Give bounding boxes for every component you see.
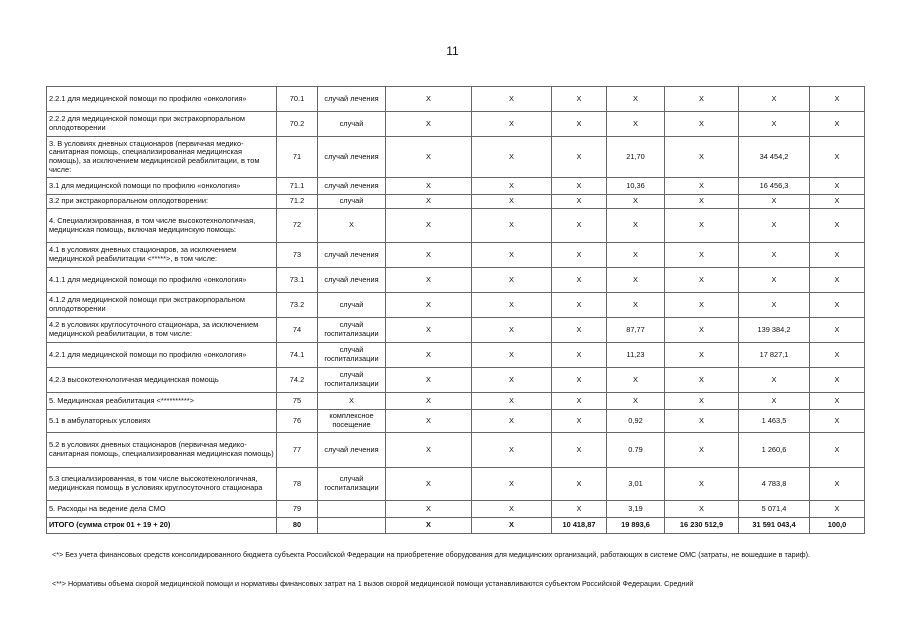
cell-unit [318, 518, 386, 534]
cell-c2: X [472, 195, 552, 209]
cell-c4: 19 893,6 [607, 518, 665, 534]
cell-c2: X [472, 318, 552, 343]
cell-c6: 34 454,2 [739, 137, 810, 178]
cell-name: 4.1.2 для медицинской помощи при экстракорпоральном оплодотворении [47, 293, 277, 318]
cell-c1: X [386, 293, 472, 318]
cell-c1: X [386, 433, 472, 468]
cell-c1: X [386, 518, 472, 534]
cell-c2: X [472, 343, 552, 368]
table-row [47, 87, 865, 112]
cell-c5: X [665, 178, 739, 195]
table-row [47, 243, 865, 268]
table-row [47, 393, 865, 410]
table-row [47, 433, 865, 468]
cell-c7: X [810, 137, 865, 178]
cell-c2: X [472, 433, 552, 468]
table-row [47, 501, 865, 518]
cell-c3: X [552, 318, 607, 343]
cell-c5: X [665, 368, 739, 393]
cell-c3: X [552, 368, 607, 393]
cell-c6: 16 456,3 [739, 178, 810, 195]
cell-c5: X [665, 410, 739, 433]
cell-code: 76 [277, 410, 318, 433]
cell-name: ИТОГО (сумма строк 01 + 19 + 20) [47, 518, 277, 534]
cell-name: 3.1 для медицинской помощи по профилю «онкология» [47, 178, 277, 195]
cell-c2: X [472, 518, 552, 534]
cell-c5: X [665, 243, 739, 268]
cell-c5: X [665, 343, 739, 368]
cell-name: 5. Расходы на ведение дела СМО [47, 501, 277, 518]
cell-c3: X [552, 293, 607, 318]
cell-unit: X [318, 209, 386, 243]
cell-c7: X [810, 368, 865, 393]
cell-name: 2.2.1 для медицинской помощи по профилю «онкология» [47, 87, 277, 112]
cell-c2: X [472, 268, 552, 293]
cell-c4: 0,92 [607, 410, 665, 433]
cell-name: 4.2.1 для медицинской помощи по профилю «онкология» [47, 343, 277, 368]
cell-c5: X [665, 268, 739, 293]
cell-c5: X [665, 209, 739, 243]
table-row [47, 209, 865, 243]
cell-name: 5.3 специализированная, в том числе высокотехнологичная, медицинская помощь в условиях круглосуточного стационара [47, 468, 277, 501]
cell-c1: X [386, 268, 472, 293]
footnote-2: <**> Нормативы объема скорой медицинской помощи и нормативы финансовых затрат на 1 вызов скорой медицинской помощи устанавливаются субъектом Российской Федерации. Средний [52, 579, 694, 588]
cell-c2: X [472, 501, 552, 518]
cell-c7: X [810, 468, 865, 501]
cell-code: 73 [277, 243, 318, 268]
cell-name: 3. В условиях дневных стационаров (первичная медико-санитарная помощь, специализированная медицинская помощь), за исключением медицинской реабилитации, в том числе: [47, 137, 277, 178]
cell-c3: 10 418,87 [552, 518, 607, 534]
cell-c3: X [552, 393, 607, 410]
cell-c5: X [665, 112, 739, 137]
cell-c3: X [552, 343, 607, 368]
cell-c6: X [739, 243, 810, 268]
cell-code: 78 [277, 468, 318, 501]
cell-unit: случай лечения [318, 137, 386, 178]
cell-c1: X [386, 243, 472, 268]
cell-c2: X [472, 468, 552, 501]
cell-c2: X [472, 410, 552, 433]
cell-c5: X [665, 468, 739, 501]
cell-c1: X [386, 468, 472, 501]
cell-c7: X [810, 433, 865, 468]
cell-c2: X [472, 209, 552, 243]
table-row [47, 318, 865, 343]
cell-c4: X [607, 293, 665, 318]
table-row [47, 178, 865, 195]
cell-code: 71.2 [277, 195, 318, 209]
cell-c5: X [665, 137, 739, 178]
cell-unit: случай лечения [318, 433, 386, 468]
cell-c1: X [386, 410, 472, 433]
cell-c2: X [472, 87, 552, 112]
cell-c7: X [810, 87, 865, 112]
cell-c1: X [386, 368, 472, 393]
cell-c6: X [739, 293, 810, 318]
cell-code: 70.2 [277, 112, 318, 137]
cell-code: 70.1 [277, 87, 318, 112]
cell-c7: X [810, 393, 865, 410]
cell-c6: X [739, 393, 810, 410]
cell-code: 74.1 [277, 343, 318, 368]
cell-unit: случай [318, 112, 386, 137]
cell-c2: X [472, 368, 552, 393]
cell-c4: 21,70 [607, 137, 665, 178]
cell-unit: случай госпитализации [318, 468, 386, 501]
cell-unit: случай госпитализации [318, 343, 386, 368]
cell-c6: 31 591 043,4 [739, 518, 810, 534]
cell-name: 3.2 при экстракорпоральном оплодотворении: [47, 195, 277, 209]
cell-c7: X [810, 243, 865, 268]
cell-unit: комплексное посещение [318, 410, 386, 433]
cell-c3: X [552, 112, 607, 137]
table-row [47, 368, 865, 393]
cell-c3: X [552, 501, 607, 518]
cell-c4: 3,19 [607, 501, 665, 518]
cell-code: 72 [277, 209, 318, 243]
cell-name: 2.2.2 для медицинской помощи при экстракорпоральном оплодотворении [47, 112, 277, 137]
cell-c2: X [472, 293, 552, 318]
cell-unit: случай госпитализации [318, 368, 386, 393]
cell-name: 4.1.1 для медицинской помощи по профилю «онкология» [47, 268, 277, 293]
cell-code: 73.1 [277, 268, 318, 293]
cell-c7: X [810, 195, 865, 209]
financing-table [46, 86, 865, 534]
cell-name: 5.2 в условиях дневных стационаров (первичная медико-санитарная помощь, специализированная медицинская помощь) [47, 433, 277, 468]
cell-unit: случай лечения [318, 268, 386, 293]
cell-code: 79 [277, 501, 318, 518]
cell-c3: X [552, 410, 607, 433]
cell-c5: X [665, 318, 739, 343]
cell-c5: X [665, 433, 739, 468]
cell-unit: случай лечения [318, 178, 386, 195]
cell-c4: 11,23 [607, 343, 665, 368]
cell-c4: X [607, 112, 665, 137]
cell-name: 4. Специализированная, в том числе высокотехнологичная, медицинская помощь, включая медицинскую помощь: [47, 209, 277, 243]
cell-name: 5. Медицинская реабилитация <**********> [47, 393, 277, 410]
cell-code: 73.2 [277, 293, 318, 318]
cell-c3: X [552, 209, 607, 243]
cell-c2: X [472, 178, 552, 195]
table-row [47, 410, 865, 433]
cell-c3: X [552, 433, 607, 468]
cell-name: 4.2.3 высокотехнологичная медицинская помощь [47, 368, 277, 393]
cell-c7: X [810, 178, 865, 195]
cell-code: 74.2 [277, 368, 318, 393]
table-row [47, 195, 865, 209]
cell-c1: X [386, 137, 472, 178]
cell-c6: X [739, 112, 810, 137]
cell-c7: X [810, 112, 865, 137]
cell-c2: X [472, 243, 552, 268]
cell-c5: 16 230 512,9 [665, 518, 739, 534]
cell-c4: 10,36 [607, 178, 665, 195]
cell-c2: X [472, 137, 552, 178]
table-body [47, 87, 865, 534]
cell-unit: случай госпитализации [318, 318, 386, 343]
cell-code: 77 [277, 433, 318, 468]
cell-c3: X [552, 87, 607, 112]
footnote-1: <*> Без учета финансовых средств консолидированного бюджета субъекта Российской Федерации на приобретение оборудования для медицинских организаций, работающих в системе ОМС (затраты, не вошедшие в тариф). [52, 550, 810, 559]
cell-name: 4.2 в условиях круглосуточного стационара, за исключением медицинской реабилитации, в том числе: [47, 318, 277, 343]
cell-c1: X [386, 195, 472, 209]
cell-c1: X [386, 501, 472, 518]
cell-c3: X [552, 268, 607, 293]
cell-c1: X [386, 209, 472, 243]
table-row [47, 293, 865, 318]
cell-c6: X [739, 368, 810, 393]
table-row [47, 137, 865, 178]
cell-c6: 1 463,5 [739, 410, 810, 433]
cell-c2: X [472, 393, 552, 410]
cell-c4: 0.79 [607, 433, 665, 468]
total-row [47, 518, 865, 534]
cell-c3: X [552, 243, 607, 268]
cell-c6: 17 827,1 [739, 343, 810, 368]
cell-code: 71.1 [277, 178, 318, 195]
cell-c4: X [607, 268, 665, 293]
cell-unit [318, 501, 386, 518]
cell-c5: X [665, 195, 739, 209]
cell-c7: X [810, 318, 865, 343]
cell-unit: случай лечения [318, 243, 386, 268]
table-row [47, 468, 865, 501]
cell-name: 5.1 в амбулаторных условиях [47, 410, 277, 433]
cell-c4: X [607, 87, 665, 112]
cell-c5: X [665, 87, 739, 112]
cell-c1: X [386, 112, 472, 137]
cell-unit: случай [318, 195, 386, 209]
cell-code: 74 [277, 318, 318, 343]
cell-c6: X [739, 87, 810, 112]
table-row [47, 343, 865, 368]
cell-c1: X [386, 318, 472, 343]
cell-c6: X [739, 209, 810, 243]
cell-c4: X [607, 368, 665, 393]
cell-c6: 4 783,8 [739, 468, 810, 501]
table-row [47, 112, 865, 137]
cell-c7: X [810, 268, 865, 293]
cell-c6: X [739, 268, 810, 293]
cell-unit: X [318, 393, 386, 410]
cell-c6: X [739, 195, 810, 209]
cell-c7: X [810, 501, 865, 518]
cell-c7: X [810, 343, 865, 368]
cell-c3: X [552, 468, 607, 501]
cell-c7: 100,0 [810, 518, 865, 534]
cell-code: 80 [277, 518, 318, 534]
cell-c6: 5 071,4 [739, 501, 810, 518]
cell-c3: X [552, 195, 607, 209]
cell-unit: случай лечения [318, 87, 386, 112]
cell-c4: X [607, 243, 665, 268]
cell-c4: 87,77 [607, 318, 665, 343]
cell-c5: X [665, 293, 739, 318]
table-row [47, 268, 865, 293]
cell-code: 71 [277, 137, 318, 178]
cell-c6: 139 384,2 [739, 318, 810, 343]
cell-unit: случай [318, 293, 386, 318]
cell-name: 4.1 в условиях дневных стационаров, за исключением медицинской реабилитации <*****>, в том числе: [47, 243, 277, 268]
cell-c1: X [386, 343, 472, 368]
cell-c3: X [552, 137, 607, 178]
cell-c7: X [810, 410, 865, 433]
cell-c2: X [472, 112, 552, 137]
cell-c4: X [607, 209, 665, 243]
cell-c5: X [665, 501, 739, 518]
cell-c3: X [552, 178, 607, 195]
cell-c4: X [607, 393, 665, 410]
cell-code: 75 [277, 393, 318, 410]
cell-c1: X [386, 393, 472, 410]
cell-c5: X [665, 393, 739, 410]
cell-c6: 1 260,6 [739, 433, 810, 468]
cell-c1: X [386, 87, 472, 112]
cell-c1: X [386, 178, 472, 195]
cell-c7: X [810, 209, 865, 243]
cell-c4: X [607, 195, 665, 209]
cell-c4: 3,01 [607, 468, 665, 501]
page-number: 11 [446, 44, 459, 58]
cell-c7: X [810, 293, 865, 318]
